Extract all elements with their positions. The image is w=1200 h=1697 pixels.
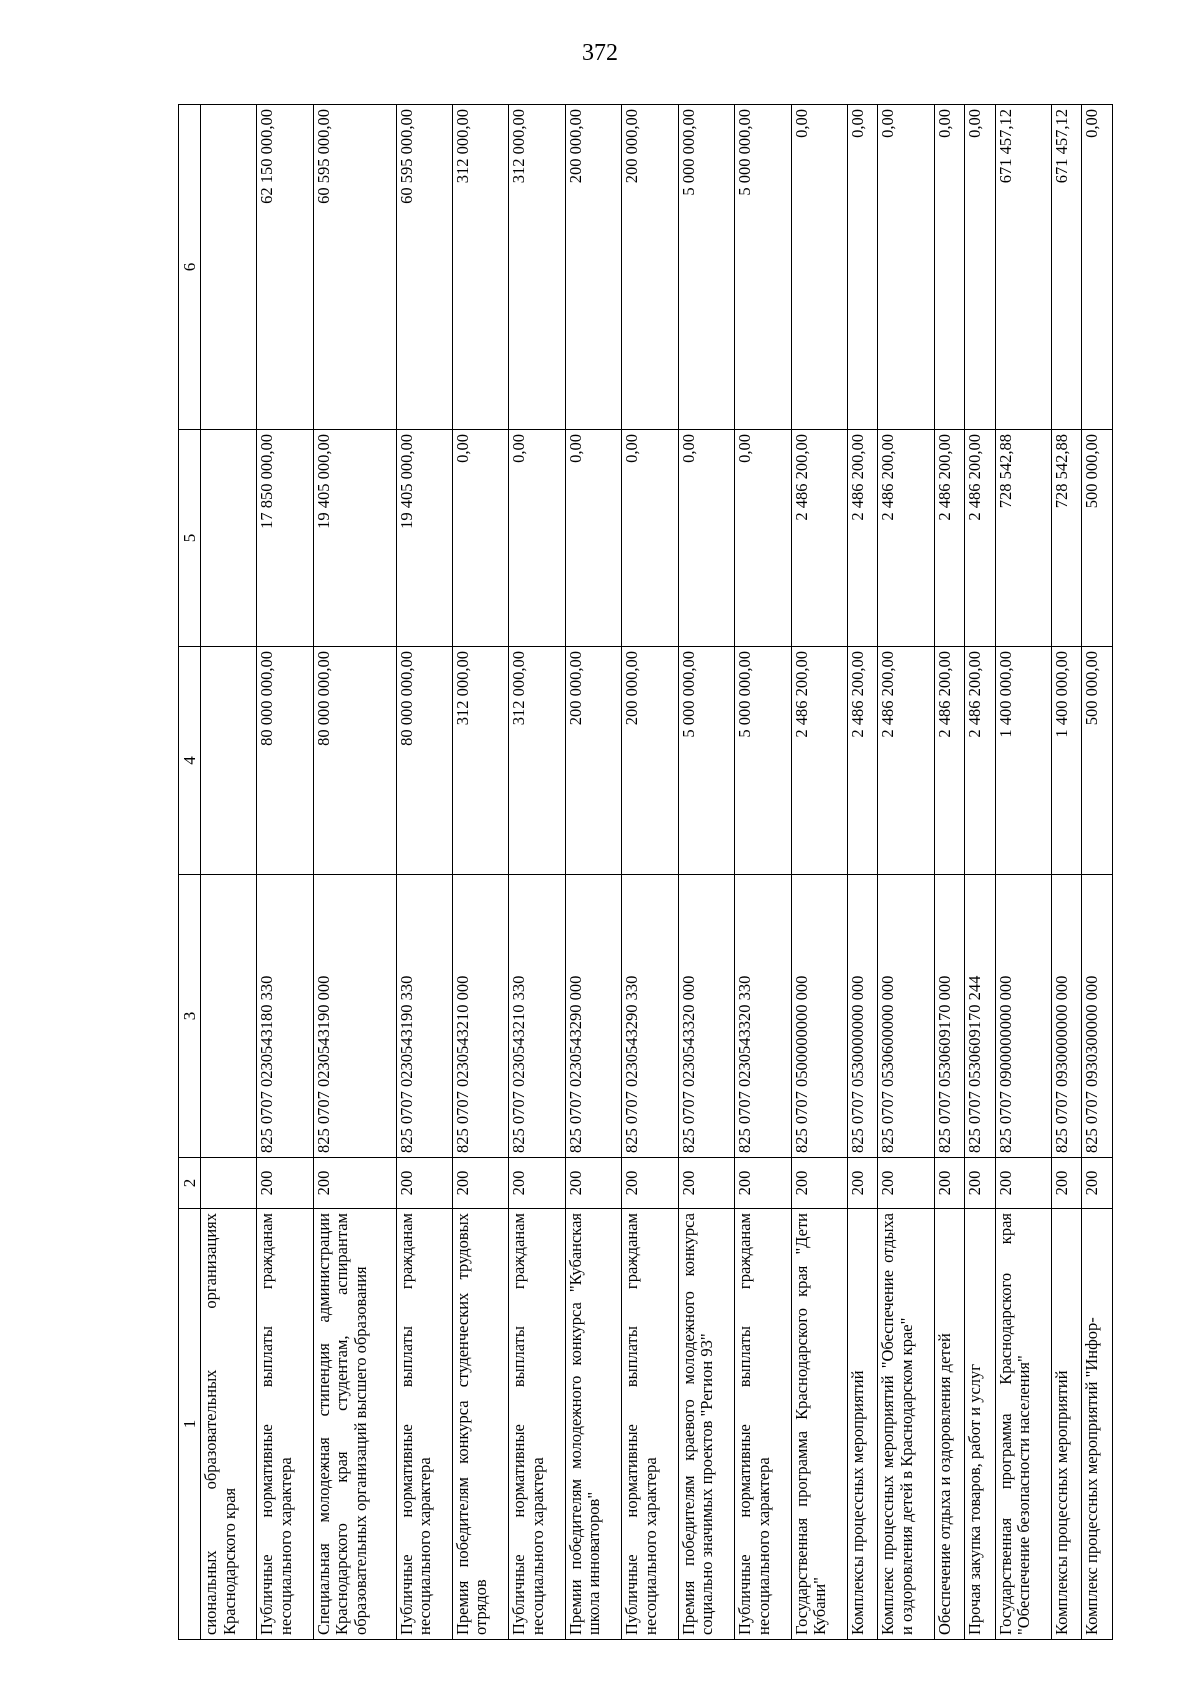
row-value-6: 671 457,12 bbox=[995, 105, 1051, 430]
row-name: Публичные нормативные выплаты гражданам несоциального характера bbox=[257, 1209, 313, 1640]
row-code: 825 0707 0530600000 000 bbox=[878, 875, 934, 1158]
row-value-4: 80 000 000,00 bbox=[257, 647, 313, 875]
row-value-6: 5 000 000,00 bbox=[735, 105, 791, 430]
row-name: Публичные нормативные выплаты гражданам несоциального характера bbox=[622, 1209, 678, 1640]
row-code: 825 0707 0230543290 000 bbox=[565, 875, 621, 1158]
row-value-4: 80 000 000,00 bbox=[313, 647, 396, 875]
row-value-5: 0,00 bbox=[452, 430, 508, 647]
row-code: 825 0707 0230543210 000 bbox=[452, 875, 508, 1158]
table-row bbox=[1052, 105, 1082, 1640]
row-value-4: 2 486 200,00 bbox=[848, 647, 878, 875]
row-column-2: 200 bbox=[622, 1158, 678, 1209]
row-column-2: 200 bbox=[878, 1158, 934, 1209]
row-name: Комплекс процессных мероприятий "Обеспечение отдыха и оздоровления детей в Краснодарском крае" bbox=[878, 1209, 934, 1640]
rotated-table-container bbox=[178, 105, 1113, 1640]
table-row bbox=[396, 105, 452, 1640]
column-header: 3 bbox=[179, 875, 201, 1158]
row-code: 825 0707 0530609170 000 bbox=[934, 875, 964, 1158]
row-name: Специальная молодежная стипендия администрации Краснодарского края студентам, аспирантам образовательных организаций высшего образования bbox=[313, 1209, 396, 1640]
table-row bbox=[565, 105, 621, 1640]
row-name: Премии победителям молодежного конкурса "Кубанская школа инноваторов" bbox=[565, 1209, 621, 1640]
row-code: 825 0707 0930300000 000 bbox=[1082, 875, 1113, 1158]
table-row bbox=[1082, 105, 1113, 1640]
row-name: Премия победителям конкурса студенческих трудовых отрядов bbox=[452, 1209, 508, 1640]
row-value-6: 312 000,00 bbox=[509, 105, 565, 430]
row-column-2: 200 bbox=[565, 1158, 621, 1209]
table-row bbox=[201, 105, 257, 1640]
table-row bbox=[965, 105, 995, 1640]
row-value-6: 0,00 bbox=[878, 105, 934, 430]
table-row bbox=[257, 105, 313, 1640]
row-value-5: 728 542,88 bbox=[995, 430, 1051, 647]
row-value-6: 200 000,00 bbox=[565, 105, 621, 430]
table-row bbox=[995, 105, 1051, 1640]
row-value-4: 2 486 200,00 bbox=[878, 647, 934, 875]
row-value-4: 1 400 000,00 bbox=[1052, 647, 1082, 875]
row-name: Прочая закупка товаров, работ и услуг bbox=[965, 1209, 995, 1640]
table-row bbox=[313, 105, 396, 1640]
row-column-2: 200 bbox=[848, 1158, 878, 1209]
row-name: сиональных образовательных организациях Краснодарского края bbox=[201, 1209, 257, 1640]
row-value-5: 0,00 bbox=[565, 430, 621, 647]
row-column-2: 200 bbox=[678, 1158, 734, 1209]
row-value-6: 200 000,00 bbox=[622, 105, 678, 430]
row-value-5: 2 486 200,00 bbox=[848, 430, 878, 647]
table-row bbox=[735, 105, 791, 1640]
row-column-2: 200 bbox=[791, 1158, 847, 1209]
row-value-4: 5 000 000,00 bbox=[678, 647, 734, 875]
row-column-2: 200 bbox=[1052, 1158, 1082, 1209]
row-value-5: 2 486 200,00 bbox=[965, 430, 995, 647]
page-number: 372 bbox=[582, 40, 618, 66]
row-value-4: 2 486 200,00 bbox=[791, 647, 847, 875]
row-code: 825 0707 0500000000 000 bbox=[791, 875, 847, 1158]
row-code: 825 0707 0930000000 000 bbox=[1052, 875, 1082, 1158]
row-value-4: 2 486 200,00 bbox=[965, 647, 995, 875]
row-code: 825 0707 0230543180 330 bbox=[257, 875, 313, 1158]
table-row bbox=[509, 105, 565, 1640]
column-header: 6 bbox=[179, 105, 201, 430]
table-row bbox=[452, 105, 508, 1640]
row-name: Комплексы процессных мероприятий bbox=[1052, 1209, 1082, 1640]
column-header: 1 bbox=[179, 1209, 201, 1640]
row-code: 825 0707 0230543320 330 bbox=[735, 875, 791, 1158]
row-code: 825 0707 0530609170 244 bbox=[965, 875, 995, 1158]
table-row bbox=[622, 105, 678, 1640]
row-value-6: 62 150 000,00 bbox=[257, 105, 313, 430]
table-row bbox=[934, 105, 964, 1640]
column-header: 2 bbox=[179, 1158, 201, 1209]
row-value-5: 2 486 200,00 bbox=[791, 430, 847, 647]
column-header: 5 bbox=[179, 430, 201, 647]
row-column-2: 200 bbox=[396, 1158, 452, 1209]
row-value-6: 60 595 000,00 bbox=[313, 105, 396, 430]
row-value-6: 0,00 bbox=[791, 105, 847, 430]
row-column-2: 200 bbox=[1082, 1158, 1113, 1209]
row-value-5: 728 542,88 bbox=[1052, 430, 1082, 647]
table-row bbox=[848, 105, 878, 1640]
row-code: 825 0707 0900000000 000 bbox=[995, 875, 1051, 1158]
row-value-6: 5 000 000,00 bbox=[678, 105, 734, 430]
row-value-4: 500 000,00 bbox=[1082, 647, 1113, 875]
row-value-6: 312 000,00 bbox=[452, 105, 508, 430]
row-column-2: 200 bbox=[965, 1158, 995, 1209]
row-code: 825 0707 0230543210 330 bbox=[509, 875, 565, 1158]
row-value-4: 312 000,00 bbox=[452, 647, 508, 875]
row-column-2: 200 bbox=[934, 1158, 964, 1209]
row-value-6: 60 595 000,00 bbox=[396, 105, 452, 430]
row-name: Премия победителям краевого молодежного конкурса социально значимых проектов "Регион 93" bbox=[678, 1209, 734, 1640]
row-value-5: 0,00 bbox=[735, 430, 791, 647]
row-value-6: 0,00 bbox=[1082, 105, 1113, 430]
row-value-4: 1 400 000,00 bbox=[995, 647, 1051, 875]
row-value-5: 19 405 000,00 bbox=[313, 430, 396, 647]
row-value-5: 500 000,00 bbox=[1082, 430, 1113, 647]
row-name: Государственная программа Краснодарского края "Дети Кубани" bbox=[791, 1209, 847, 1640]
row-column-2: 200 bbox=[995, 1158, 1051, 1209]
row-column-2: 200 bbox=[452, 1158, 508, 1209]
row-code: 825 0707 0230543320 000 bbox=[678, 875, 734, 1158]
row-value-6: 671 457,12 bbox=[1052, 105, 1082, 430]
row-name: Публичные нормативные выплаты гражданам несоциального характера bbox=[509, 1209, 565, 1640]
row-name: Комплексы процессных мероприятий bbox=[848, 1209, 878, 1640]
row-name: Государственная программа Краснодарского края "Обеспечение безопасности населения" bbox=[995, 1209, 1051, 1640]
row-value-5: 2 486 200,00 bbox=[878, 430, 934, 647]
row-column-2: 200 bbox=[735, 1158, 791, 1209]
row-value-5: 0,00 bbox=[509, 430, 565, 647]
row-value-5: 0,00 bbox=[678, 430, 734, 647]
row-code bbox=[201, 875, 257, 1158]
row-column-2 bbox=[201, 1158, 257, 1209]
row-value-5 bbox=[201, 430, 257, 647]
row-value-4: 5 000 000,00 bbox=[735, 647, 791, 875]
row-column-2: 200 bbox=[257, 1158, 313, 1209]
row-column-2: 200 bbox=[509, 1158, 565, 1209]
row-value-4: 2 486 200,00 bbox=[934, 647, 964, 875]
row-value-6: 0,00 bbox=[848, 105, 878, 430]
row-column-2: 200 bbox=[313, 1158, 396, 1209]
row-value-5: 19 405 000,00 bbox=[396, 430, 452, 647]
row-value-5: 2 486 200,00 bbox=[934, 430, 964, 647]
row-code: 825 0707 0230543290 330 bbox=[622, 875, 678, 1158]
table-row bbox=[791, 105, 847, 1640]
column-header: 4 bbox=[179, 647, 201, 875]
row-name: Публичные нормативные выплаты гражданам несоциального характера bbox=[735, 1209, 791, 1640]
row-code: 825 0707 0230543190 000 bbox=[313, 875, 396, 1158]
table-row bbox=[678, 105, 734, 1640]
row-value-5: 0,00 bbox=[622, 430, 678, 647]
row-value-4 bbox=[201, 647, 257, 875]
row-value-6 bbox=[201, 105, 257, 430]
header-row bbox=[179, 105, 201, 1640]
row-value-4: 80 000 000,00 bbox=[396, 647, 452, 875]
budget-table bbox=[178, 104, 1113, 1640]
row-value-6: 0,00 bbox=[965, 105, 995, 430]
row-value-6: 0,00 bbox=[934, 105, 964, 430]
row-code: 825 0707 0230543190 330 bbox=[396, 875, 452, 1158]
row-value-4: 312 000,00 bbox=[509, 647, 565, 875]
row-value-4: 200 000,00 bbox=[565, 647, 621, 875]
row-value-5: 17 850 000,00 bbox=[257, 430, 313, 647]
row-name: Публичные нормативные выплаты гражданам несоциального характера bbox=[396, 1209, 452, 1640]
row-name: Комплекс процессных мероприятий "Инфор- bbox=[1082, 1209, 1113, 1640]
row-value-4: 200 000,00 bbox=[622, 647, 678, 875]
row-name: Обеспечение отдыха и оздоровления детей bbox=[934, 1209, 964, 1640]
table-row bbox=[878, 105, 934, 1640]
row-code: 825 0707 0530000000 000 bbox=[848, 875, 878, 1158]
